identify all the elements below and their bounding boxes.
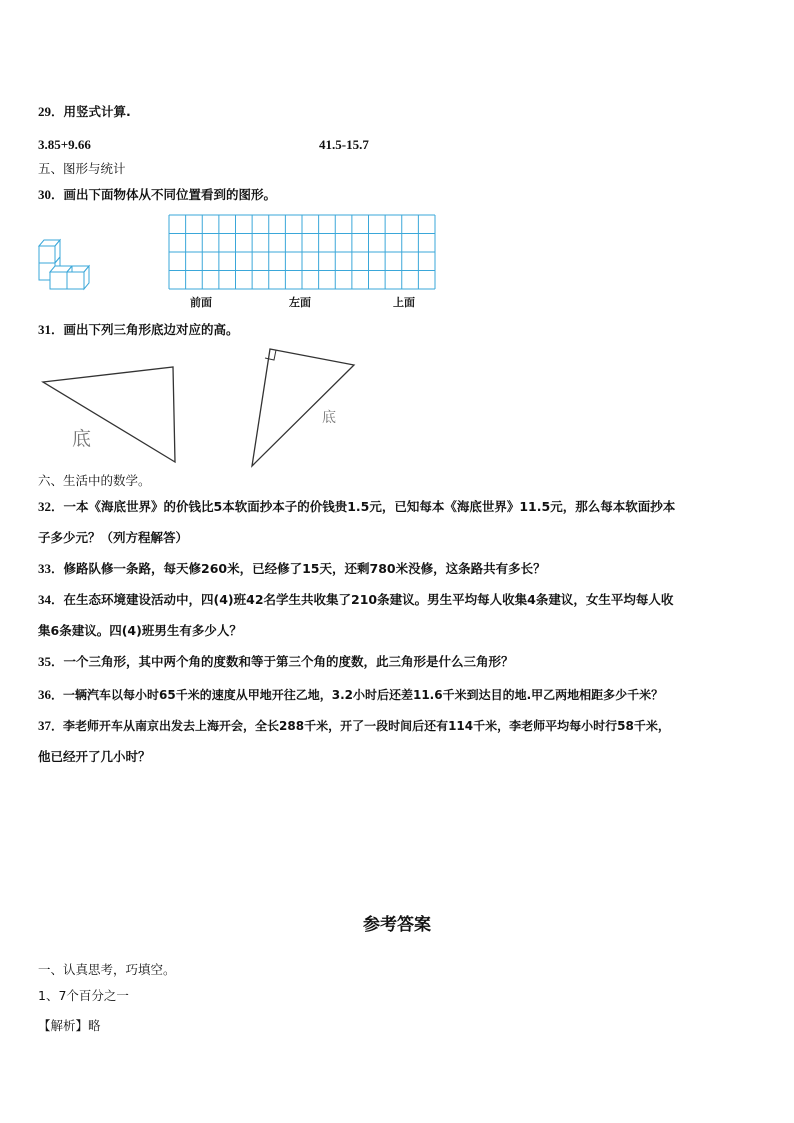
question-text: 一本《海底世界》的价钱比5本软面抄本子的价钱贵1.5元，已知每本《海底世界》11.5元，那么每本软面抄本 (63, 499, 676, 514)
question-36: 36．一辆汽车以每小时65千米的速度从甲地开往乙地，3.2小时后还差11.6千米到达目的地.甲乙两地相距多少千米？ (38, 687, 664, 702)
question-31: 31．画出下列三角形底边对应的高。 (38, 322, 239, 337)
label-left-view: 左面 (289, 296, 311, 309)
question-number: 32 (38, 499, 51, 514)
section-heading-5: 五、图形与统计 (38, 161, 126, 176)
question-33: 33．修路队修一条路，每天修260米，已经修了15天，还剩780米没修，这条路共有多长？ (38, 561, 546, 576)
question-number: 31 (38, 322, 51, 337)
question-34: 34．在生态环境建设活动中，四(4)班42名学生共收集了210条建议。男生平均每人收集4条建议，女生平均每人收 (38, 592, 674, 607)
question-number: 33 (38, 561, 51, 576)
question-text: 李老师开车从南京出发去上海开会，全长288千米，开了一段时间后还有114千米，李老师平均每小时行58千米， (63, 719, 670, 733)
question-32: 32．一本《海底世界》的价钱比5本软面抄本子的价钱贵1.5元，已知每本《海底世界》11.5元，那么每本软面抄本 (38, 499, 676, 514)
question-37-continued: 他已经开了几小时？ (38, 749, 151, 764)
answer-section-heading: 一、认真思考，巧填空。 (38, 962, 176, 977)
triangle-1 (38, 362, 183, 467)
drawing-grid[interactable] (168, 214, 436, 290)
calc-expression-1: 3.85+9.66 (38, 137, 91, 152)
question-text: 一辆汽车以每小时65千米的速度从甲地开往乙地，3.2小时后还差11.6千米到达目的地.甲乙两地相距多少千米？ (63, 688, 664, 702)
question-number: 29 (38, 104, 51, 119)
answer-1: 1、7个百分之一 (38, 988, 129, 1003)
answer-key-title: 参考答案 (363, 915, 431, 935)
question-number: 34 (38, 592, 51, 607)
question-text: 在生态环境建设活动中，四(4)班42名学生共收集了210条建议。男生平均每人收集4条建议，女生平均每人收 (63, 592, 674, 607)
triangle-2 (247, 345, 359, 470)
answer-analysis: 【解析】略 (38, 1018, 101, 1033)
triangle-2-base-label: 底 (322, 410, 336, 426)
triangle-1-base-label: 底 (72, 428, 92, 450)
question-number: 30 (38, 187, 51, 202)
question-32-continued: 子多少元？（列方程解答） (38, 530, 189, 545)
section-heading-6: 六、生活中的数学。 (38, 473, 151, 488)
label-front-view: 前面 (190, 296, 212, 309)
question-text: 用竖式计算. (63, 104, 131, 119)
cube-figure (36, 236, 100, 294)
calc-expression-2: 41.5-15.7 (319, 137, 369, 152)
question-34-continued: 集6条建议。四(4)班男生有多少人？ (38, 623, 242, 638)
label-top-view: 上面 (393, 296, 415, 309)
question-30: 30．画出下面物体从不同位置看到的图形。 (38, 187, 277, 202)
question-35: 35．一个三角形，其中两个角的度数和等于第三个角的度数，此三角形是什么三角形？ (38, 654, 514, 669)
question-text: 画出下面物体从不同位置看到的图形。 (63, 187, 277, 202)
question-text: 画出下列三角形底边对应的高。 (63, 322, 239, 337)
question-number: 37 (38, 718, 51, 733)
question-29: 29．用竖式计算. (38, 104, 131, 119)
question-text: 一个三角形，其中两个角的度数和等于第三个角的度数，此三角形是什么三角形？ (63, 654, 514, 669)
question-text: 修路队修一条路，每天修260米，已经修了15天，还剩780米没修，这条路共有多长？ (63, 561, 546, 576)
question-number: 35 (38, 654, 51, 669)
question-number: 36 (38, 687, 51, 702)
question-37: 37．李老师开车从南京出发去上海开会，全长288千米，开了一段时间后还有114千米，李老师平均每小时行58千米， (38, 718, 670, 733)
